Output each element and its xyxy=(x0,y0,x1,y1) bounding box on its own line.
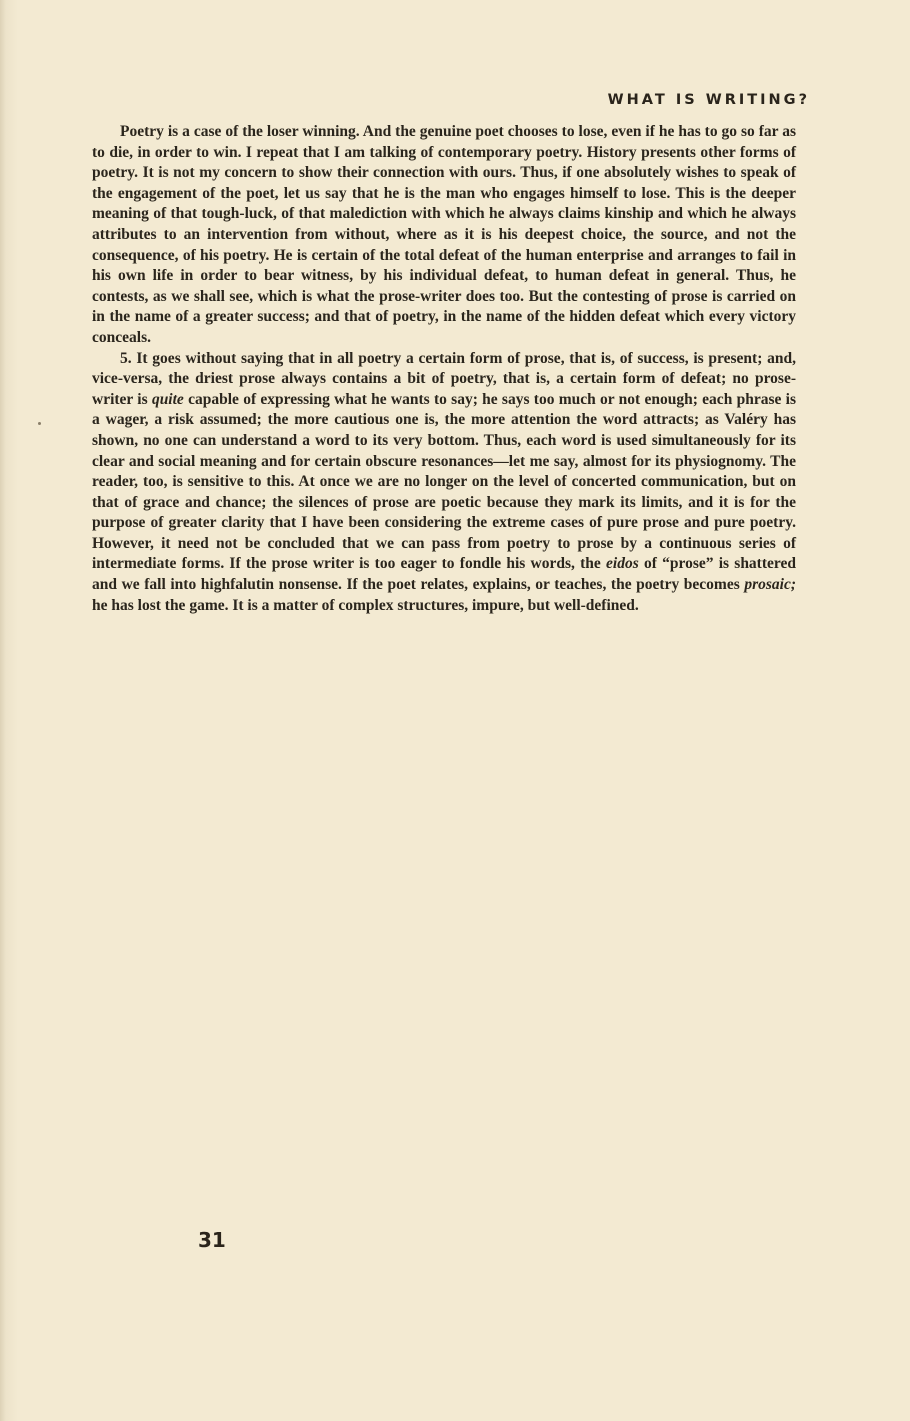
italic-quite: quite xyxy=(151,390,184,408)
paragraph-2-text-3: of “prose” is shattered and we fall into highfalutin nonsense. If the poet relates, explains, or teaches, the poetry becomes xyxy=(92,555,796,594)
running-head: WHAT IS WRITING? xyxy=(607,92,810,108)
italic-prosaic: prosaic; xyxy=(744,576,796,594)
page-number: 31 xyxy=(198,1228,226,1252)
paragraph-2 xyxy=(92,349,796,617)
paragraph-1 xyxy=(92,122,796,349)
margin-speck xyxy=(38,422,41,425)
paragraph-1-text-1: Poetry is a case of the loser winning. And the genuine poet chooses to lose, even if he has to go so far as to die, in order to win. I repeat that I am talking of contemporary poetry. History presents other forms of poetry. It is not my concern to show their connection with ours. Thus, if one absolutely wishes to speak of the engagement of the poet, let us say that he is the man who engages himself to lose. This is the deeper meaning of that tough-luck, of that malediction with which he always claims kinship and which he always attributes to an intervention from without, where as it is his deepest choice, the source, and not the consequence, of his poetry. He is certain of the total defeat of the human enterprise and arranges to fail in his own life in order to bear witness, by his individual defeat, to human defeat in general. Thus, he contests, as we shall see, which is what the prose-writer does too. But the contesting of prose is carried on in the name of a greater success; and that of poetry, in the name of the hidden defeat which every victory conceals. xyxy=(92,123,796,346)
paragraph-2-text-2: capable of expressing what he wants to say; he says too much or not enough; each phrase is a wager, a risk assumed; the more cautious one is, the more attention the word attracts; as Valéry has shown, no one can understand a word to its very bottom. Thus, each word is used simultaneously for its clear and social meaning and for certain obscure resonances—let me say, almost for its physiognomy. The reader, too, is sensitive to this. At once we are no longer on the level of concerted communication, but on that of grace and chance; the silences of prose are poetic because they mark its limits, and it is for the purpose of greater clarity that I have been considering the extreme cases of pure prose and pure poetry. However, it need not be concluded that we can pass from poetry to prose by a continuous series of intermediate forms. If the prose writer is too eager to fondle his words, the xyxy=(92,390,796,573)
italic-eidos: eidos xyxy=(606,555,639,573)
paragraph-2-text-4: he has lost the game. It is a matter of complex structures, impure, but well-defined. xyxy=(92,596,639,614)
paragraph-2-text-1: 5. It goes without saying that in all poetry a certain form of prose, that is, of success, is present; and, vice-versa, the driest prose always contains a bit of poetry, that is, a certain form of defeat; no prose-writer is xyxy=(92,349,796,408)
body-text xyxy=(92,122,796,616)
